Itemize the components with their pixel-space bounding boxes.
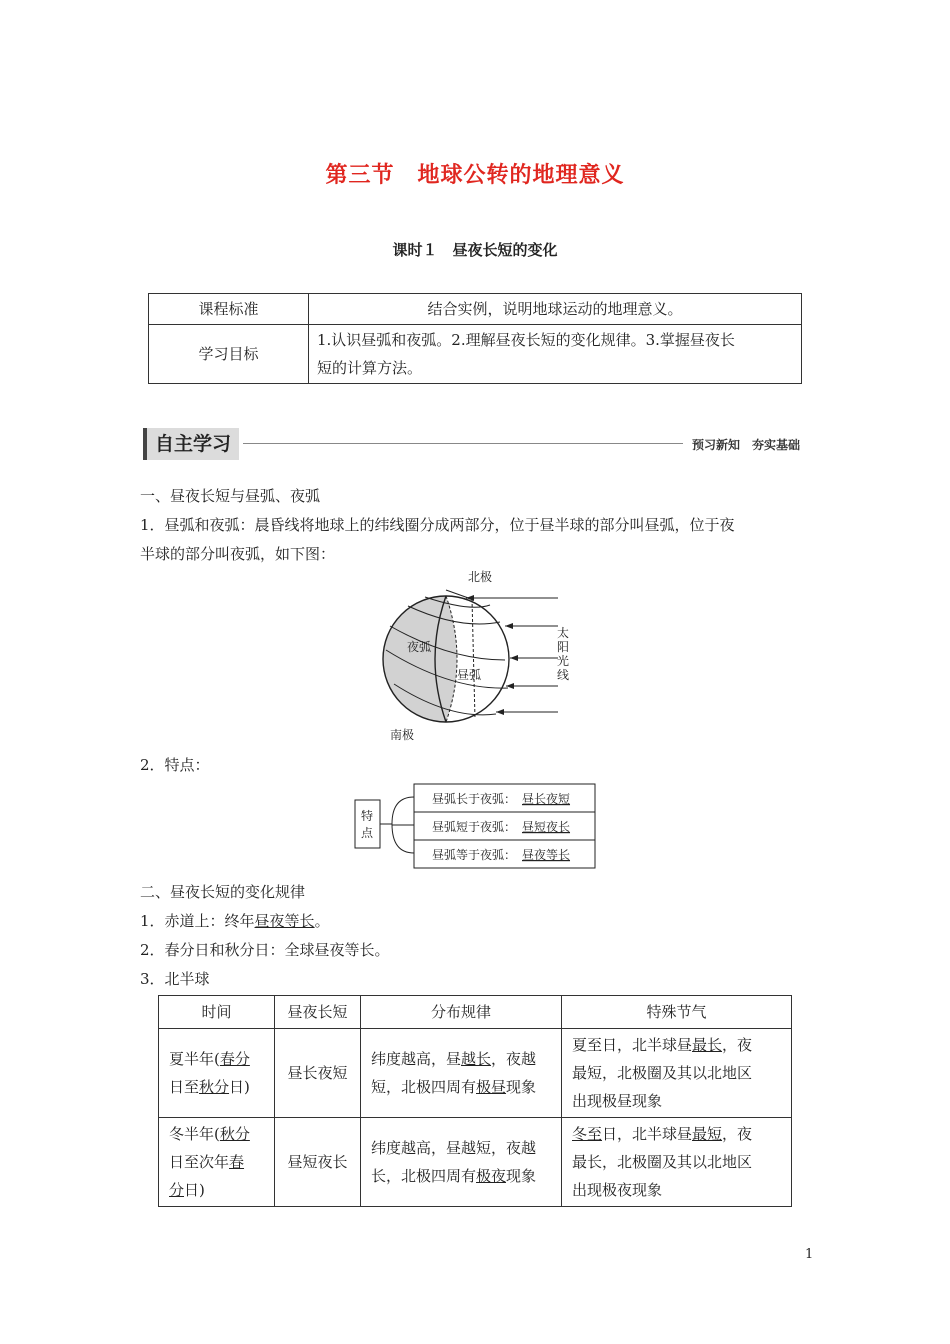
winter-rule-c: 极夜 — [476, 1167, 507, 1185]
feature-row3-condition: 昼弧等于夜弧： — [432, 848, 517, 862]
northern-hemisphere-table — [158, 995, 792, 1207]
summer-time-e: 日) — [229, 1078, 250, 1096]
day-night-arc-figure — [370, 565, 580, 745]
winter-rule-a: 纬度越高，昼越短，夜越 — [371, 1139, 537, 1157]
north-pole-label: 北极 — [468, 570, 493, 584]
summer-term-c: ，夜 — [722, 1036, 753, 1054]
summer-term-d: 最短，北极圈及其以北地区 — [572, 1064, 753, 1082]
summer-time-d: 秋分 — [199, 1078, 230, 1096]
features-label-2: 点 — [361, 826, 374, 840]
winter-time-b: 秋分 — [219, 1125, 250, 1143]
summer-rule — [361, 1029, 562, 1118]
winter-length: 昼短夜长 — [275, 1118, 361, 1207]
feature-row1-result: 昼长夜短 — [522, 792, 571, 806]
banner-slogan: 预习新知 夯实基础 — [692, 438, 801, 452]
section2-item1 — [140, 906, 330, 936]
winter-time-f: 日) — [184, 1181, 205, 1199]
summer-term-e: 出现极昼现象 — [572, 1092, 663, 1110]
winter-term-b: 日，北半球昼 — [602, 1125, 693, 1143]
section-banner: 自主学习 — [143, 428, 239, 460]
day-arc-label: 昼弧 — [457, 668, 482, 682]
feature-row3-result: 昼夜等长 — [522, 848, 571, 862]
sunlight-label-2: 阳 — [557, 640, 570, 654]
objectives-label: 学习目标 — [149, 325, 309, 384]
winter-time-a: 冬半年( — [169, 1125, 220, 1143]
banner-divider — [243, 443, 683, 444]
page-number: 1 — [805, 1247, 814, 1262]
features-label-1: 特 — [361, 809, 374, 823]
page-title: 第三节 地球公转的地理意义 — [325, 163, 625, 188]
header-length: 昼夜长短 — [275, 996, 361, 1029]
sunlight-label-1: 太 — [557, 626, 570, 640]
objectives-value — [309, 325, 802, 384]
header-time: 时间 — [159, 996, 275, 1029]
header-term: 特殊节气 — [562, 996, 792, 1029]
winter-rule-b: 长，北极四周有 — [371, 1167, 477, 1185]
summer-length: 昼长夜短 — [275, 1029, 361, 1118]
winter-term-f: 出现极夜现象 — [572, 1181, 663, 1199]
summer-rule-a: 纬度越高，昼 — [371, 1050, 462, 1068]
summer-rule-b: 越长 — [461, 1050, 492, 1068]
summer-time-b: 春分 — [219, 1050, 250, 1068]
section2-item3: 3．北半球 — [140, 970, 210, 988]
winter-term — [562, 1118, 792, 1207]
feature-row2-result: 昼短夜长 — [522, 820, 571, 834]
section2-heading: 二、昼夜长短的变化规律 — [140, 883, 306, 901]
winter-term-e: 最长，北极圈及其以北地区 — [572, 1153, 753, 1171]
section1-item1-line2: 半球的部分叫夜弧，如下图： — [140, 545, 336, 563]
winter-time-d: 春 — [229, 1153, 245, 1171]
summer-rule-c: ，夜越 — [491, 1050, 537, 1068]
winter-time — [159, 1118, 275, 1207]
south-pole-label: 南极 — [390, 728, 415, 742]
summer-time — [159, 1029, 275, 1118]
summer-term — [562, 1029, 792, 1118]
winter-rule-d: 现象 — [506, 1167, 537, 1185]
winter-time-e: 分 — [169, 1181, 185, 1199]
winter-term-a: 冬至 — [572, 1125, 603, 1143]
equator-answer: 昼夜等长 — [254, 912, 315, 930]
summer-rule-d: 短，北极四周有 — [371, 1078, 477, 1096]
header-rule: 分布规律 — [361, 996, 562, 1029]
section1-item1-line1: 1．昼弧和夜弧：晨昏线将地球上的纬线圈分成两部分，位于昼半球的部分叫昼弧，位于夜 — [140, 516, 735, 534]
objectives-line-2: 短的计算方法。 — [317, 359, 423, 377]
lesson-subtitle: 课时１ 昼夜长短的变化 — [392, 241, 558, 259]
objectives-line-1: 1.认识昼弧和夜弧。2.理解昼夜长短的变化规律。3.掌握昼夜长 — [317, 331, 735, 349]
winter-time-c: 日至次年 — [169, 1153, 230, 1171]
summer-term-a: 夏至日，北半球昼 — [572, 1036, 693, 1054]
features-diagram — [350, 780, 600, 870]
winter-term-c: 最短 — [692, 1125, 723, 1143]
sunlight-label-4: 线 — [557, 668, 570, 682]
winter-term-d: ，夜 — [722, 1125, 753, 1143]
summer-rule-e: 极昼 — [476, 1078, 507, 1096]
summer-time-c: 日至 — [169, 1078, 200, 1096]
summer-term-b: 最长 — [692, 1036, 723, 1054]
summer-rule-f: 现象 — [506, 1078, 537, 1096]
equator-period: 。 — [314, 912, 330, 930]
sunlight-label-3: 光 — [557, 654, 570, 668]
standards-table — [148, 293, 802, 384]
equator-text: 1．赤道上：终年 — [140, 912, 255, 930]
standards-value: 结合实例，说明地球运动的地理意义。 — [309, 294, 802, 325]
feature-row1-condition: 昼弧长于夜弧： — [432, 792, 517, 806]
section2-item2: 2．春分日和秋分日：全球昼夜等长。 — [140, 941, 390, 959]
night-arc-label: 夜弧 — [407, 640, 432, 654]
section1-heading: 一、昼夜长短与昼弧、夜弧 — [140, 487, 321, 505]
winter-rule — [361, 1118, 562, 1207]
section1-item2: 2．特点： — [140, 756, 210, 774]
standards-label: 课程标准 — [149, 294, 309, 325]
feature-row2-condition: 昼弧短于夜弧： — [432, 820, 517, 834]
summer-time-a: 夏半年( — [169, 1050, 220, 1068]
